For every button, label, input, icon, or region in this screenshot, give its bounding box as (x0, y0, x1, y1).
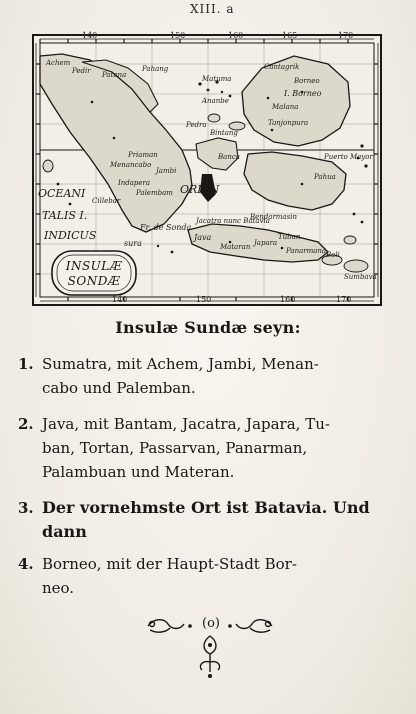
section-heading: Insulæ Sundæ seyn: (115, 318, 301, 337)
item-text-line: Der vornehmste Ort ist Batavia. Und (42, 498, 370, 517)
map-label: Matuma (202, 75, 232, 83)
degree-label: 160 (228, 31, 244, 40)
ornament-center-text: (o) (202, 616, 220, 631)
map-label: Cantagrik (264, 63, 300, 71)
map-label: OCEANI (38, 187, 86, 200)
map-label: INDICUS (44, 229, 97, 242)
degree-label: 170 (336, 295, 352, 304)
list-item (18, 552, 392, 600)
map-illustration (32, 31, 382, 306)
list-item (18, 412, 392, 484)
map-label: I. Borneo (284, 89, 322, 98)
map-label: Jambi (156, 167, 177, 175)
map-label: Sumbava (344, 273, 377, 281)
map-label: Tanjonpura (268, 119, 309, 127)
map-label: Achem (46, 59, 71, 67)
degree-label: 150 (170, 31, 186, 40)
item-text-line: Palambuan und Materan. (42, 463, 235, 481)
map-cartouche (52, 251, 136, 295)
map-label: Jacatra nunc Batavia (196, 217, 270, 225)
item-text-line: ban, Tortan, Passarvan, Panarman, (42, 439, 308, 457)
item-text-line: Java, mit Bantam, Jacatra, Japara, Tu- (42, 415, 330, 433)
map-label: Patana (102, 71, 127, 79)
map-label: Ananbe (202, 97, 229, 105)
degree-label: 170 (338, 31, 354, 40)
map-label: TALIS I. (42, 209, 88, 222)
list-item (18, 352, 392, 400)
map-label: Japara (254, 239, 278, 247)
item-text-line: Borneo, mit der Haupt-Stadt Bor- (42, 555, 297, 573)
map-label: Indapera (118, 179, 151, 187)
map-label: Pahua (314, 173, 336, 181)
degree-label: 160 (280, 295, 296, 304)
item-number: 3. (18, 499, 34, 517)
map-label: Tuban (278, 233, 301, 241)
degree-label: 140 (82, 31, 98, 40)
map-label: Palembam (136, 189, 173, 197)
degree-label: 150 (196, 295, 212, 304)
item-number: 1. (18, 355, 34, 373)
map-label: Fr. de Sonda (140, 223, 192, 232)
map-label: Banca (218, 153, 240, 161)
map-label: sura (124, 239, 142, 248)
map-label: Cillebar (92, 197, 121, 205)
item-text-line: neo. (42, 579, 75, 597)
map-label: Pedir (72, 67, 91, 75)
degree-label: 165 (282, 31, 298, 40)
map-label: Bali (326, 251, 340, 259)
list-item (18, 496, 392, 544)
map-label: Panarmana (286, 247, 327, 255)
map-label: Bendarmasin (250, 213, 297, 221)
map-label: Pahang (142, 65, 169, 73)
cartouche-title-line1: INSULÆ (65, 259, 123, 273)
degree-label: 140 (112, 295, 128, 304)
item-text-line: dann (42, 522, 87, 541)
map-label: Java (194, 233, 212, 242)
map-label: Puerto Mayor (324, 153, 373, 161)
item-number: 4. (18, 555, 34, 573)
cartouche-title-line2: SONDÆ (67, 274, 121, 288)
map-label: Malana (272, 103, 299, 111)
item-text-line: cabo und Palemban. (42, 379, 196, 397)
map-label: Bintang (210, 129, 238, 137)
map-label: Borneo (294, 77, 320, 85)
item-text-line: Sumatra, mit Achem, Jambi, Menan- (42, 355, 319, 373)
map-label: Pedra (186, 121, 207, 129)
map-label: Priaman (128, 151, 158, 159)
page-number: XIII. a (190, 2, 235, 16)
item-number: 2. (18, 415, 34, 433)
map-label: Menancabo (110, 161, 152, 169)
map-label: Mataran (220, 243, 251, 251)
map-label: ORIEN (180, 183, 220, 196)
